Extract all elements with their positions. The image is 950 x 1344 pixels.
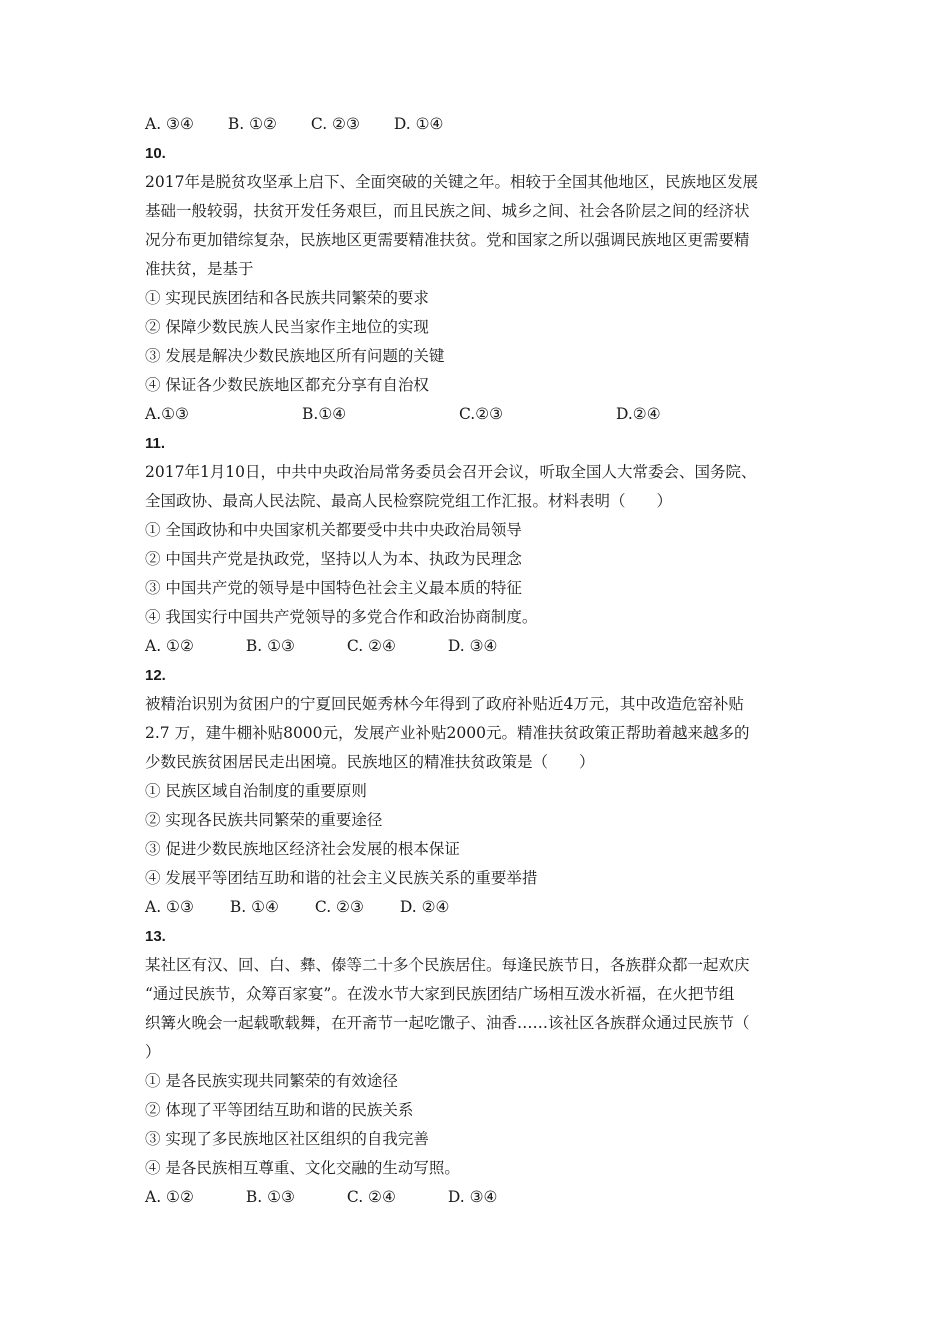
question-13	[145, 922, 810, 1212]
question-stem-line: 准扶贫，是基于	[145, 260, 254, 278]
question-stem-line: ）	[145, 1043, 161, 1061]
question-stem-line: 基础一般较弱，扶贫开发任务艰巨，而且民族之间、城乡之间、社会各阶层之间的经济状	[145, 202, 750, 220]
statement-item: ② 中国共产党是执政党，坚持以人为本、执政为民理念	[145, 550, 522, 568]
option-a[interactable]: A. ①②	[145, 637, 194, 655]
exam-page	[145, 110, 810, 1212]
statement-item: ② 实现各民族共同繁荣的重要途径	[145, 811, 383, 829]
statement-item: ② 保障少数民族人民当家作主地位的实现	[145, 318, 429, 336]
statement-item: ④ 我国实行中国共产党领导的多党合作和政治协商制度。	[145, 608, 538, 626]
statement-item: ③ 发展是解决少数民族地区所有问题的关键	[145, 347, 445, 365]
question-number: 13.	[145, 928, 166, 945]
question-stem-line: 况分布更加错综复杂，民族地区更需要精准扶贫。党和国家之所以强调民族地区更需要精	[145, 231, 750, 249]
question-stem-line: 2.7 万，建牛棚补贴8000元，发展产业补贴2000元。精准扶贫政策正帮助着越来越多的	[145, 724, 750, 742]
question-11	[145, 429, 810, 661]
answer-options	[145, 893, 810, 922]
statement-item: ② 体现了平等团结互助和谐的民族关系	[145, 1101, 414, 1119]
answer-options	[145, 632, 810, 661]
option-c[interactable]: C. ②③	[310, 115, 360, 133]
question-10	[145, 139, 810, 429]
option-b[interactable]: B. ①④	[229, 898, 279, 916]
question-number: 12.	[145, 667, 166, 684]
prev-question-options	[145, 110, 810, 139]
option-a[interactable]: A. ③④	[145, 115, 194, 133]
answer-options	[145, 1183, 810, 1212]
option-c[interactable]: C. ②③	[314, 898, 364, 916]
option-d[interactable]: D. ③④	[447, 1188, 498, 1206]
option-a[interactable]: A. ①③	[145, 898, 194, 916]
option-c[interactable]: C.②③	[459, 405, 504, 423]
question-stem-line: 织篝火晚会一起载歌载舞，在开斋节一起吃馓子、油香……该社区各族群众通过民族节（	[145, 1014, 750, 1032]
option-a[interactable]: A.①③	[145, 405, 189, 423]
question-stem-line: “通过民族节，众筹百家宴”。在泼水节大家到民族团结广场相互泼水祈福，在火把节组	[145, 985, 735, 1003]
statement-item: ④ 是各民族相互尊重、文化交融的生动写照。	[145, 1159, 460, 1177]
option-c[interactable]: C. ②④	[346, 1188, 396, 1206]
option-c[interactable]: C. ②④	[346, 637, 396, 655]
question-stem-line: 被精治识别为贫困户的宁夏回民姬秀林今年得到了政府补贴近4万元，其中改造危窑补贴	[145, 695, 744, 713]
statement-item: ③ 实现了多民族地区社区组织的自我完善	[145, 1130, 429, 1148]
option-d[interactable]: D.②④	[616, 405, 661, 423]
option-a[interactable]: A. ①②	[145, 1188, 194, 1206]
statement-item: ① 民族区域自治制度的重要原则	[145, 782, 367, 800]
statement-item: ① 实现民族团结和各民族共同繁荣的要求	[145, 289, 429, 307]
option-b[interactable]: B. ①③	[245, 1188, 295, 1206]
statement-item: ④ 发展平等团结互助和谐的社会主义民族关系的重要举措	[145, 869, 538, 887]
question-stem-line: 全国政协、最高人民法院、最高人民检察院党组工作汇报。材料表明（ ）	[145, 492, 673, 510]
question-number: 10.	[145, 145, 166, 162]
option-b[interactable]: B. ①②	[227, 115, 277, 133]
question-stem-line: 少数民族贫困居民走出困境。民族地区的精准扶贫政策是（ ）	[145, 753, 595, 771]
option-d[interactable]: D. ③④	[447, 637, 498, 655]
question-12	[145, 661, 810, 922]
question-number: 11.	[145, 435, 166, 452]
question-stem-line: 2017年1月10日，中共中央政治局常务委员会召开会议，听取全国人大常委会、国务院、	[145, 463, 757, 481]
statement-item: ③ 中国共产党的领导是中国特色社会主义最本质的特征	[145, 579, 522, 597]
question-stem-line: 2017年是脱贫攻坚承上启下、全面突破的关键之年。相较于全国其他地区，民族地区发展	[145, 173, 758, 191]
option-b[interactable]: B.①④	[302, 405, 347, 423]
option-b[interactable]: B. ①③	[245, 637, 295, 655]
answer-options	[145, 400, 810, 429]
statement-item: ④ 保证各少数民族地区都充分享有自治权	[145, 376, 429, 394]
statement-item: ① 全国政协和中央国家机关都要受中共中央政治局领导	[145, 521, 522, 539]
statement-item: ③ 促进少数民族地区经济社会发展的根本保证	[145, 840, 460, 858]
option-d[interactable]: D. ①④	[393, 115, 444, 133]
question-stem-line: 某社区有汉、回、白、彝、傣等二十多个民族居住。每逢民族节日，各族群众都一起欢庆	[145, 956, 750, 974]
option-d[interactable]: D. ②④	[399, 898, 450, 916]
statement-item: ① 是各民族实现共同繁荣的有效途径	[145, 1072, 398, 1090]
